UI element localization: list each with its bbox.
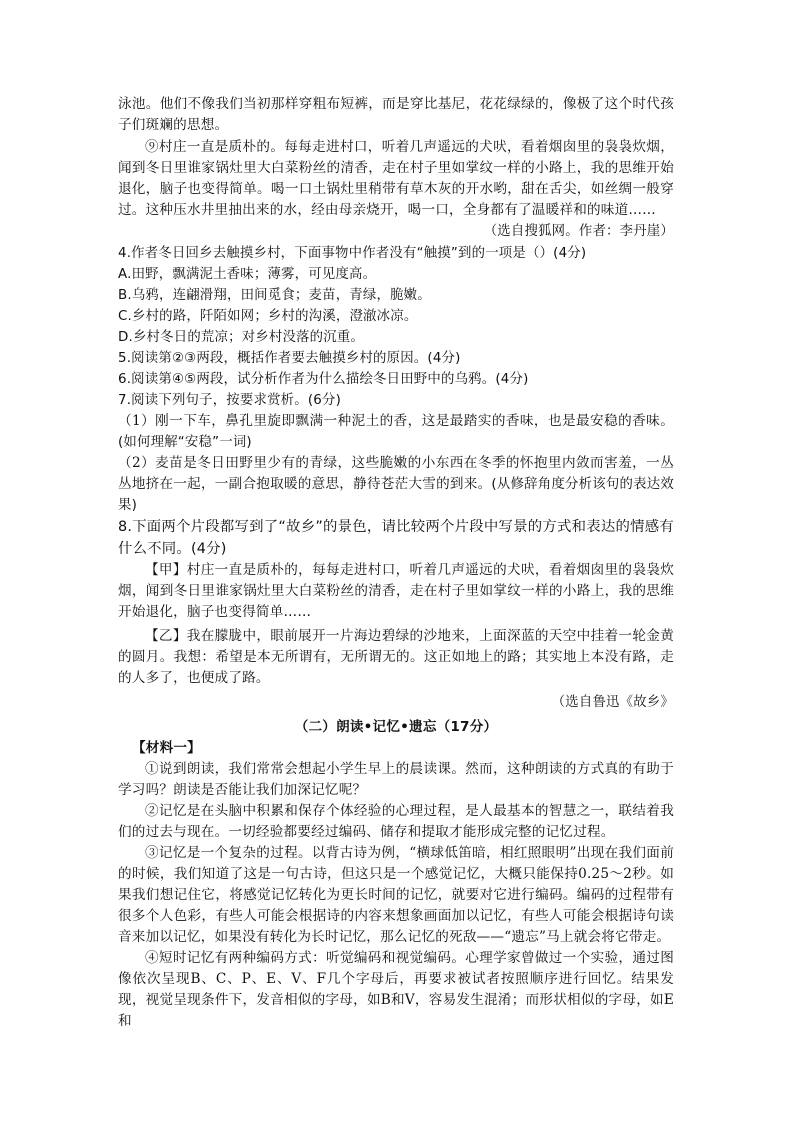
excerpt-yi-source: （选自鲁迅《故乡》 [551,695,674,710]
material-1-heading: 【材料一】 [132,740,201,756]
question-4-option-c: C.乡村的路，阡陌如网；乡村的沟溪，澄澈冰凉。 [118,309,418,324]
question-7-sentence-2 [118,453,674,516]
question-7-sentence-2-requirement: (从修辞角度分析该句的表达效果) [118,477,674,513]
material-1-paragraph-4: ④短时记忆有两种编码方式：听觉编码和视觉编码。心理学家曾做过一个实验，通过图像依次呈现B、C、P、E、V、F几个字母后，再要求被试者按照顺序进行回忆。结果发现，视觉呈现条件下，发音相似的字母，如B和V，容易发生混淆；而形状相似的字母，如E和 [118,950,674,1029]
material-1-paragraph-2: ②记忆是在头脑中积累和保存个体经验的心理过程，是人最基本的智慧之一，联结着我们的过去与现在。一切经验都要经过编码、储存和提取才能形成完整的记忆过程。 [118,803,674,840]
question-7-sentence-1-requirement: (如何理解“安稳”一词) [118,435,252,450]
question-4-option-a: A.田野，飘满泥土香味；薄雾，可见度高。 [118,267,377,282]
question-6: 6.阅读第④⑤两段，试分析作者为什么描绘冬日田野中的乌鸦。(4分) [118,372,529,387]
passage-paragraph-8-tail: 泳池。他们不像我们当初那样穿粗布短裤，而是穿比基尼，花花绿绿的，像极了这个时代孩子们斑斓的思想。 [118,96,674,133]
question-7-sentence-1 [118,411,674,453]
material-1-paragraph-3: ③记忆是一个复杂的过程。以背古诗为例，“横球低笛暗，相红照眼明”出现在我们面前的时候，我们知道了这是一句古诗，但这只是一个感觉记忆，大概只能保持0.25～2秒。如果我们想记住它，将感觉记忆转化为更长时间的记忆，就要对它进行编码。编码的过程带有很多个人色彩，有些人可能会根据诗的内容来想象画面加以记忆，有些人可能会根据诗句读音来加以记忆，如果没有转化为长时记忆，那么记忆的死敌——“遗忘”马上就会将它带走。 [118,845,674,945]
question-4-option-b: B.乌鸦，连翩滑翔，田间觅食；麦苗，青绿，脆嫩。 [118,288,431,303]
passage-source: （选自搜狐网。作者：李丹崖） [483,224,674,239]
question-7: 7.阅读下列句子，按要求赏析。(6分) [118,393,342,408]
question-5: 5.阅读第②③两段，概括作者要去触摸乡村的原因。(4分) [118,351,461,366]
question-4: 4.作者冬日回乡去触摸乡村，下面事物中作者没有“触摸”到的一项是（）(4分) [118,246,587,261]
document-content [118,94,674,1032]
question-7-sentence-2-text: （2）麦苗是冬日田野里少有的青绿，这些脆嫩的小东西在冬季的怀抱里内敛而害羞，一丛丛地挤在一起，一副合抱取暖的意思，静待苍茫大雪的到来。 [118,455,674,492]
material-1-paragraph-1: ①说到朗读，我们常常会想起小学生早上的晨读课。然而，这种朗读的方式真的有助于学习吗？朗读是否能让我们加深记忆呢？ [118,761,674,798]
question-4-option-d: D.乡村冬日的荒凉；对乡村没落的沉重。 [118,330,365,345]
section-2-title: （二）朗读•记忆•遗忘（17分） [294,719,498,735]
excerpt-jia: 【甲】村庄一直是质朴的，每每走进村口，听着几声遥远的犬吠，看着烟囱里的袅袅炊烟，闻到冬日里谁家锅灶里大白菜粉丝的清香，走在村子里如掌纹一样的小路上，我的思维开始退化，脑子也变得简单…… [118,562,674,620]
question-8: 8.下面两个片段都写到了“故乡”的景色，请比较两个片段中写景的方式和表达的情感有什么不同。(4分) [118,519,674,557]
passage-paragraph-9: ⑨村庄一直是质朴的。每每走进村口，听着几声遥远的犬吠，看着烟囱里的袅袅炊烟，闻到冬日里谁家锅灶里大白菜粉丝的清香，走在村子里如掌纹一样的小路上，我的思维开始退化，脑子也变得简单。喝一口土锅灶里稍带有草木灰的开水哟，甜在舌尖，如丝绸一般穿过。这种压水井里抽出来的水，经由母亲烧开，喝一口，全身都有了温暖祥和的味道…… [118,139,674,218]
question-7-sentence-1-text: （1）刚一下车，鼻孔里旋即飘满一种泥土的香，这是最踏实的香味，也是最安稳的香味。 [118,413,674,429]
excerpt-yi: 【乙】我在朦胧中，眼前展开一片海边碧绿的沙地来，上面深蓝的天空中挂着一轮金黄的圆月。我想：希望是本无所谓有，无所谓无的。这正如地上的路；其实地上本没有路，走的人多了，也便成了路。 [118,628,674,686]
